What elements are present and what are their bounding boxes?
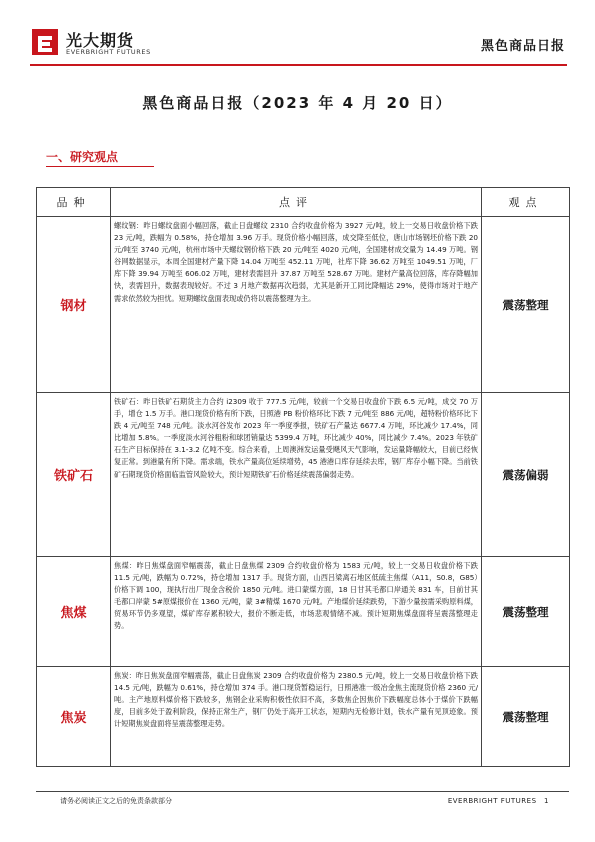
- product-cell: 钢材: [37, 217, 111, 393]
- page-header: [30, 20, 567, 62]
- table-row: [37, 217, 570, 393]
- table-row: [37, 393, 570, 557]
- header-comment: 点评: [111, 188, 482, 217]
- table-row: [37, 557, 570, 667]
- view-cell: 震荡偏弱: [482, 393, 570, 557]
- section-underline: [46, 166, 154, 167]
- footer-page-info: EVERBRIGHT FUTURES 1: [447, 797, 549, 805]
- comment-cell: 焦煤：昨日焦煤盘面窄幅震荡，截止日盘焦煤 2309 合约收盘价格为 1583 元/吨，较上一交易日收盘价格下跌 11.5 元/吨，跌幅为 0.72%，持仓增加 1317 手。现货方面，山西吕梁离石地区低硫主焦煤（A11，S0.8，G85）价格下调 100，现执行出厂现金含税价 1850 元/吨。进口蒙煤方面，18 日甘其毛都口岸通关 831 车，目前甘其毛都口岸蒙 5#原煤报价在 1360 元/吨，蒙 3#精煤 1670 元/吨。产地煤价延续跌势，下游少量按需采购原料煤，贸易环节仍多观望，煤矿库存累积较大，报价不断走低，市场悲观情绪不减。预计短期焦煤盘面将呈震荡整理走势。: [111, 557, 482, 667]
- section-title: 一、研究观点: [46, 150, 119, 164]
- comment-cell: 铁矿石：昨日铁矿石期货主力合约 i2309 收于 777.5 元/吨，较前一个交易日收盘价下跌 6.5 元/吨，成交 70 万手，增仓 1.5 万手。港口现货价格有所下跌，日照港 PB 粉价格环比下跌 7 元/吨至 886 元/吨，超特粉价格环比下跌 4 元/吨至 748 元/吨。淡水河谷发布 2023 年一季度季报，铁矿石产量达 6677.4 万吨，环比减少 17.4%，同比增加 5.8%。一季度淡水河谷粗粉和球团销量达 5399.4 万吨，环比减少 40%，同比减少 7.4%。2023 年铁矿石生产目标保持在 3.1-3.2 亿吨不变。综合来看，上周澳洲发运量受飓风天气影响，发运量降幅较大，目前已经恢复正常。到港量有所下降。需求端，铁水产量高位延续增势，45 港港口库存延续去库，钢厂库存小幅下降。当前铁矿石期现货价格面临监管风险较大，预计短期铁矿石价格延续震荡偏弱走势。: [111, 393, 482, 557]
- header-view: 观点: [482, 188, 570, 217]
- everbright-logo-icon: [30, 26, 62, 58]
- view-cell: 震荡整理: [482, 217, 570, 393]
- header-divider: [30, 64, 567, 66]
- report-label: 黑色商品日报: [480, 39, 565, 54]
- logo-english-name: EVERBRIGHT FUTURES: [66, 48, 151, 56]
- research-view-table: [36, 187, 570, 767]
- product-cell: 焦煤: [37, 557, 111, 667]
- document-title: 黑色商品日报（2023 年 4 月 20 日）: [142, 94, 453, 112]
- view-cell: 震荡整理: [482, 667, 570, 767]
- view-cell: 震荡整理: [482, 557, 570, 667]
- footer-divider: [36, 791, 569, 792]
- table-row: [37, 667, 570, 767]
- product-cell: 铁矿石: [37, 393, 111, 557]
- footer-disclaimer: 请务必阅读正文之后的免责条款部分: [60, 797, 172, 805]
- logo-chinese-name: 光大期货: [66, 31, 135, 50]
- table-header-row: [37, 188, 570, 217]
- comment-cell: 螺纹钢：昨日螺纹盘面小幅回落，截止日盘螺纹 2310 合约收盘价格为 3927 元/吨，较上一交易日收盘价格下跌 23 元/吨，跌幅为 0.58%，持仓增加 3.96 万手。现货价格小幅回落，成交降至低位，唐山市场钢坯价格下跌 20 元/吨至 3740 元/吨，杭州市场中天螺纹钢价格下跌 20 元/吨至 4020 元/吨，全国建材成交量为 14.49 万吨。钢谷网数据显示，本周全国建材产量下降 14.04 万吨至 452.11 万吨，社库下降 36.62 万吨至 1049.51 万吨，厂库下降 39.94 万吨至 606.02 万吨，建材表需回升 37.87 万吨至 528.67 万吨。建材产量高位回落，库存降幅加快，表需回升，数据表现较好。不过 3 月地产数据再次趋弱，尤其是新开工同比降幅达 29%，使得市场对于地产需求依然较为担忧。短期螺纹盘面表现或仍将以震荡整理为主。: [111, 217, 482, 393]
- header-product: 品种: [37, 188, 111, 217]
- comment-cell: 焦炭：昨日焦炭盘面窄幅震荡，截止日盘焦炭 2309 合约收盘价格为 2380.5 元/吨，较上一交易日收盘价格下跌 14.5 元/吨，跌幅为 0.61%，持仓增加 374 手。港口现货暂稳运行，日照港准一级冶金焦主流现货价格 2360 元/吨。主产地原料煤价格下跌较多，焦钢企业采购积极性依旧不高，多数焦企因焦价下跌幅度总体小于煤价下跌幅度，目前多处于盈利阶段，保持正常生产，钢厂仍处于高开工状态，短期内无检修计划，铁水产量有见顶迹象。预计短期焦炭盘面将呈震荡整理走势。: [111, 667, 482, 767]
- product-cell: 焦炭: [37, 667, 111, 767]
